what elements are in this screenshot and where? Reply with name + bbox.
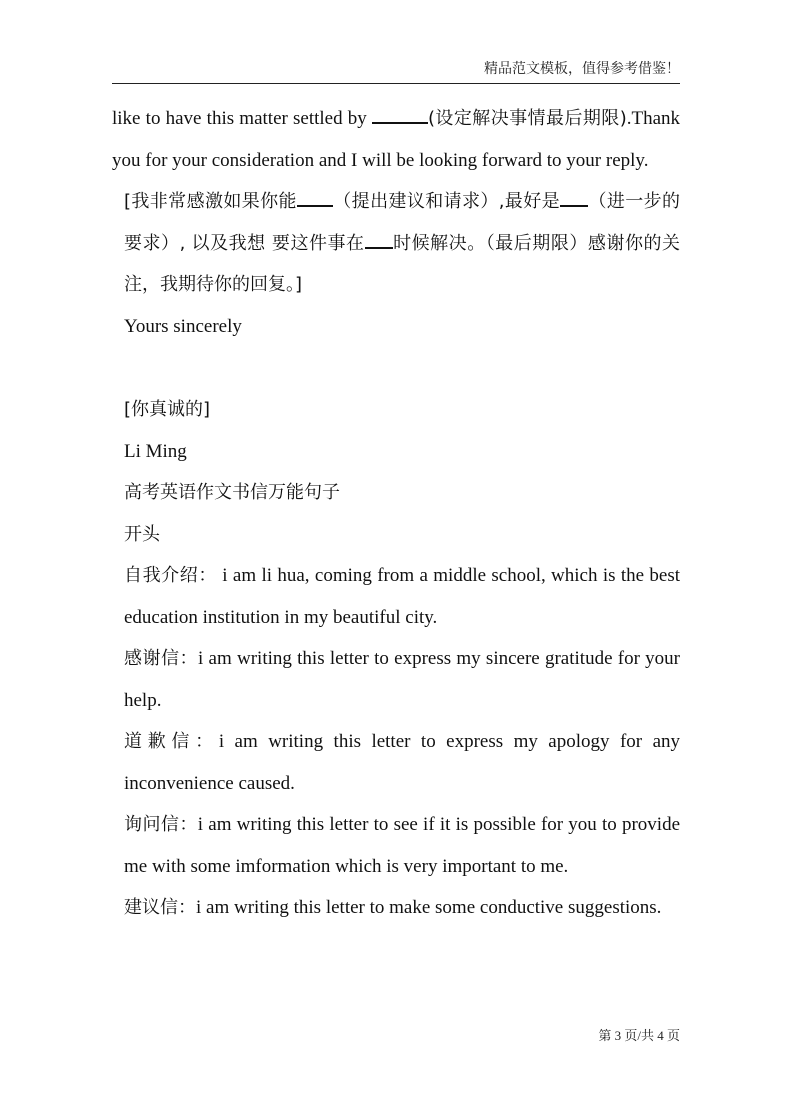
item-text: i am writing this letter to see if it is possible for you to provide me with some imformation which is very important to me. xyxy=(124,814,680,877)
item-label: 询问信： xyxy=(124,814,198,835)
section-title: 高考英语作文书信万能句子 xyxy=(124,482,340,503)
page-header xyxy=(112,58,680,84)
para2-text-b: （提出建议和请求）,最好是 xyxy=(332,191,561,212)
list-item-apology-letter xyxy=(112,721,680,804)
fill-blank xyxy=(365,231,393,249)
fill-blank xyxy=(297,189,333,207)
para1-text-b: (设定解决事情最后期限) xyxy=(427,108,627,129)
item-label: 自我介绍： xyxy=(124,565,217,586)
fill-blank xyxy=(560,189,588,207)
list-item-thanks-letter xyxy=(112,638,680,721)
page-footer xyxy=(112,1025,680,1044)
header-text: 精品范文模板，值得参考借鉴！ xyxy=(484,61,680,77)
list-item-self-intro xyxy=(112,555,680,638)
para1-text-c: .Thank you for your consideration and I will be looking forward to your reply. xyxy=(112,108,681,171)
para2-text-d: 时候解决。（最后期限）感谢你的关注，我期待你的回复。] xyxy=(124,232,681,295)
para2-text-c: （进一步的要求）, 以及我想 要这件事在 xyxy=(124,191,680,254)
para2-text-a: [我非常感激如果你能 xyxy=(124,191,297,212)
spacer xyxy=(112,347,680,389)
list-item-suggestion-letter xyxy=(112,887,680,929)
para1-text-a: like to have this matter settled by xyxy=(112,108,372,129)
item-label: 建议信： xyxy=(124,897,196,918)
closing-translation: [你真诚的] xyxy=(124,399,211,420)
paragraph-deadline xyxy=(112,98,680,181)
fill-blank xyxy=(372,106,428,124)
signature-name: Li Ming xyxy=(124,440,187,462)
item-label: 道歉信： xyxy=(124,731,219,752)
page-number: 第 3 页/共 4 页 xyxy=(598,1028,680,1043)
document-body xyxy=(112,98,680,929)
subsection-title: 开头 xyxy=(124,523,160,545)
item-label: 感谢信： xyxy=(124,648,199,669)
item-text: i am writing this letter to express my apology for any inconvenience caused. xyxy=(124,731,681,794)
closing-line: Yours sincerely xyxy=(124,315,242,337)
item-text: i am writing this letter to express my sincere gratitude for your help. xyxy=(124,648,680,711)
paragraph-translation xyxy=(112,181,680,306)
list-item-inquiry-letter xyxy=(112,804,680,887)
item-text: i am li hua, coming from a middle school, which is the best education institution in my beautiful city. xyxy=(124,565,681,628)
item-text: i am writing this letter to make some conductive suggestions. xyxy=(196,897,662,918)
